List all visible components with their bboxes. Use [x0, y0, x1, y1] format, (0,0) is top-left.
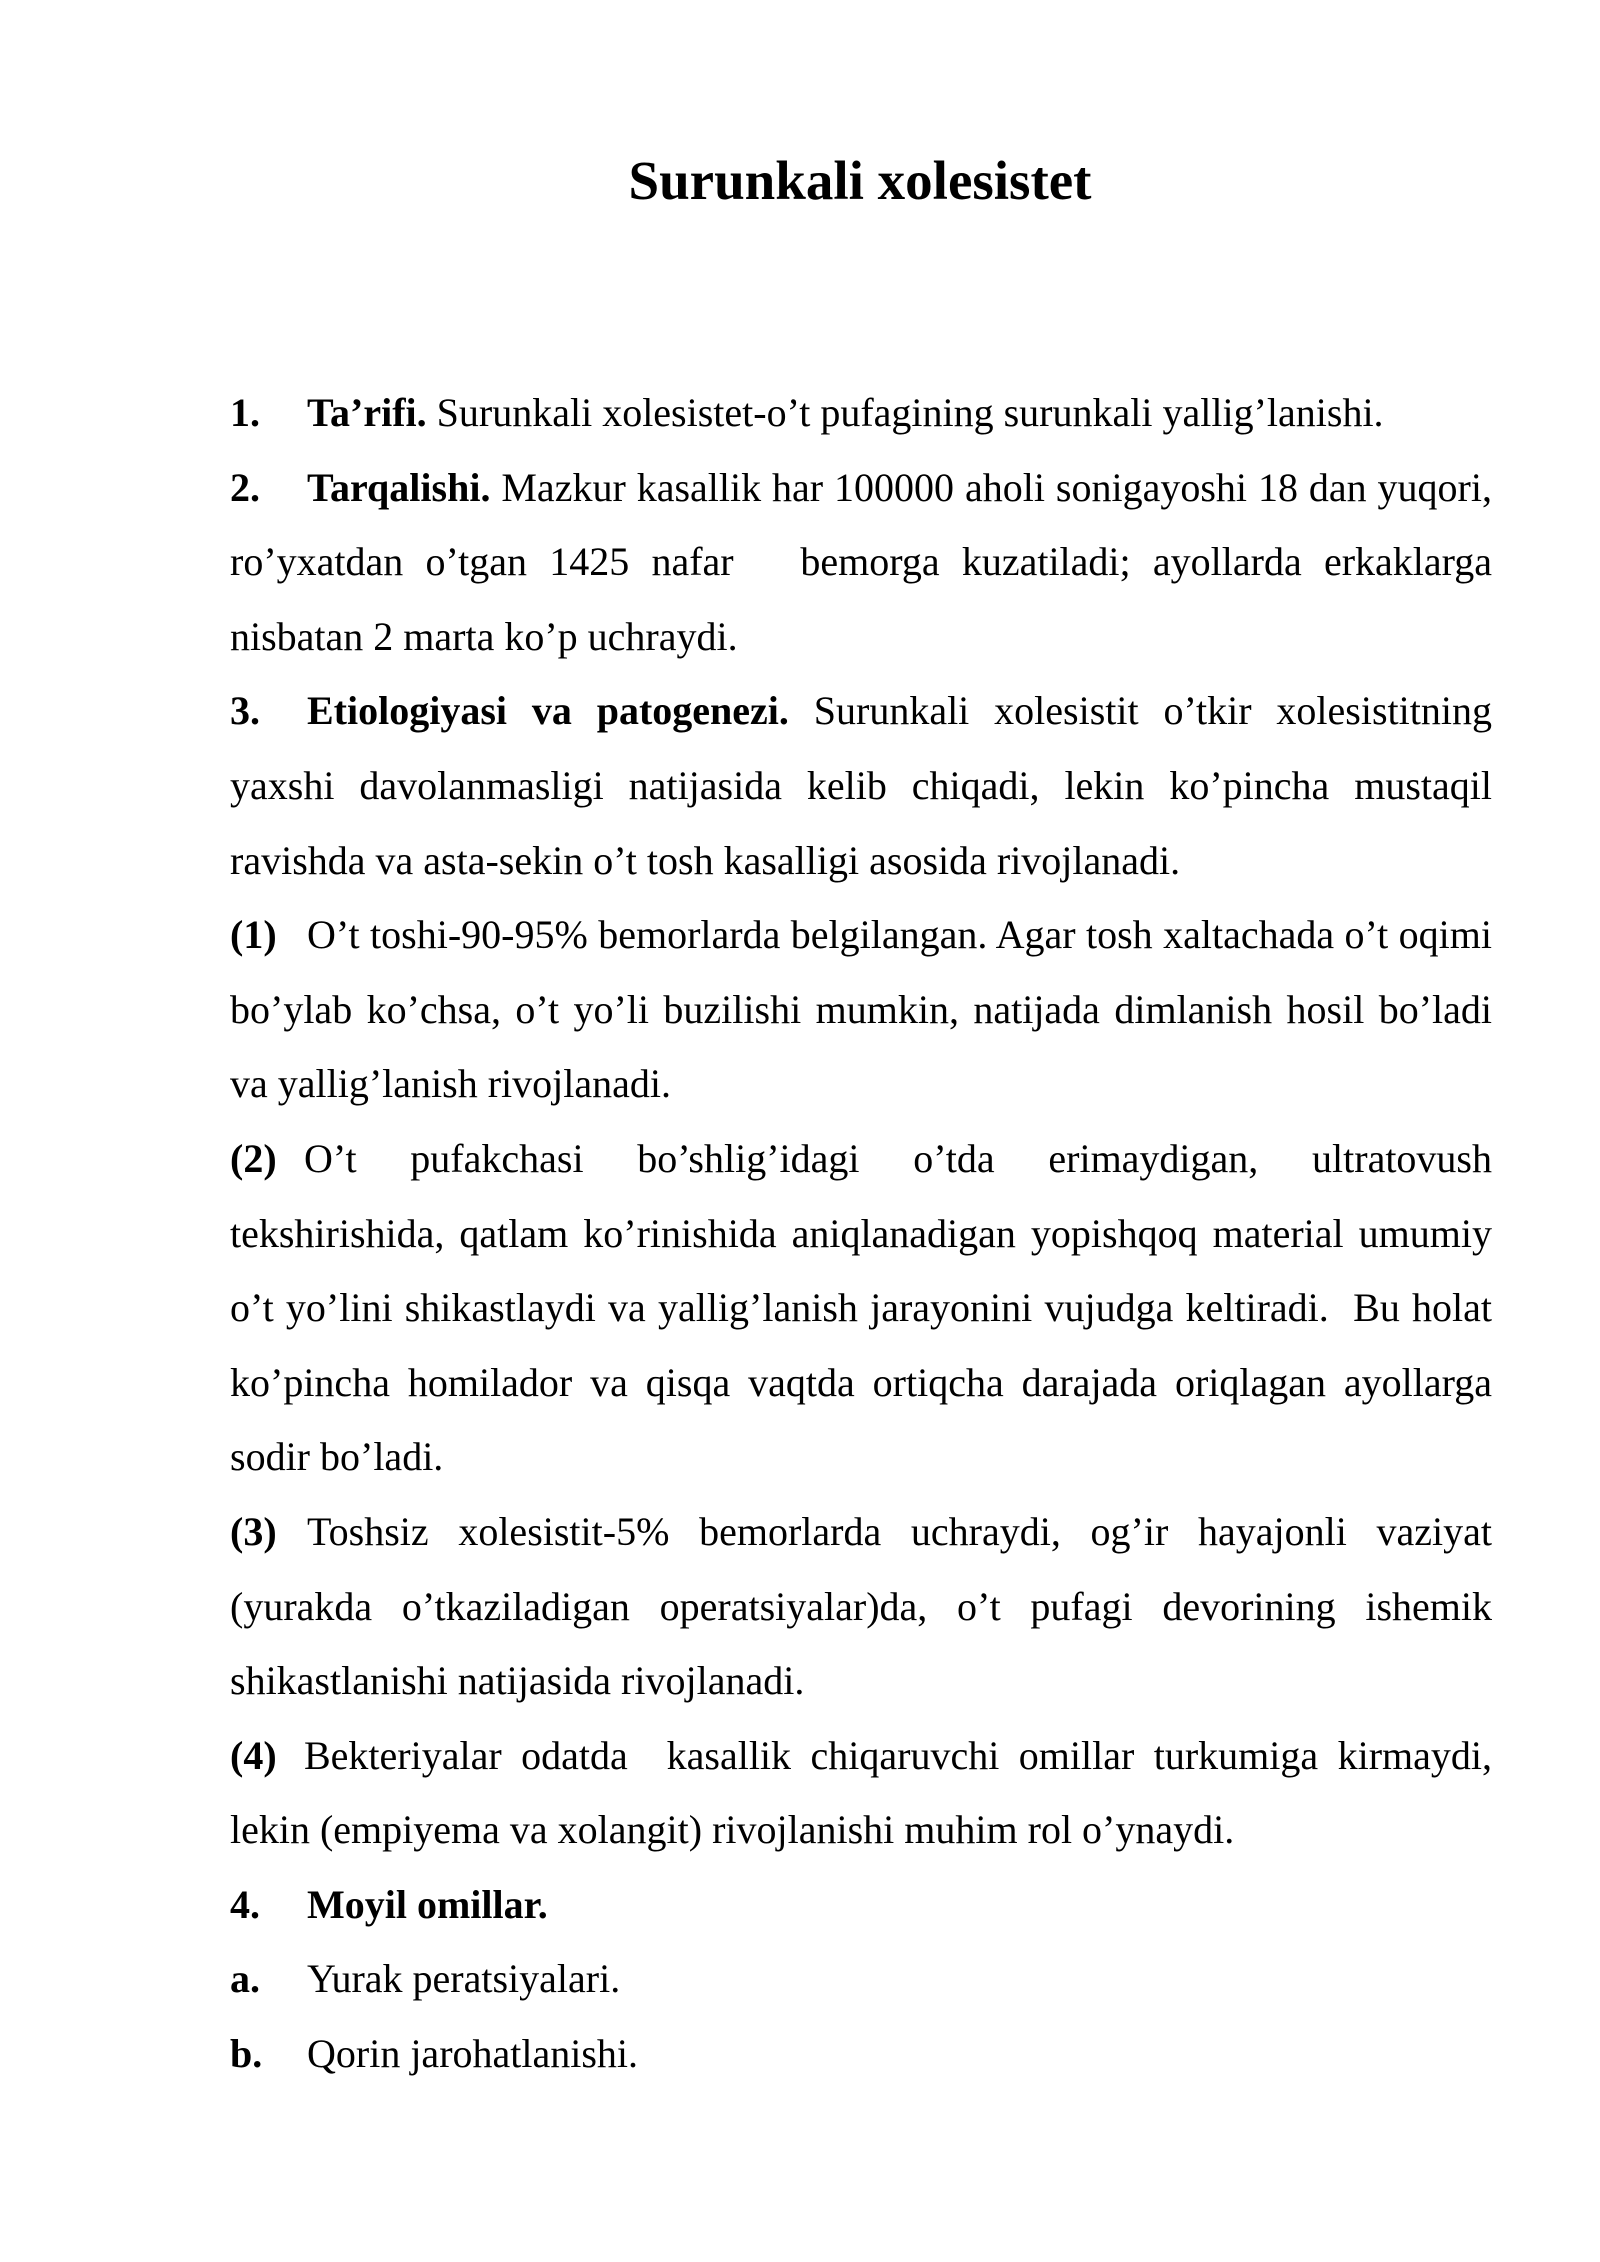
section-etiology: [230, 674, 1492, 898]
section-heading: Ta’rifi.: [307, 390, 427, 435]
cause-text: O’t toshi-90-95% bemorlarda belgilangan. Agar tosh xaltachada o’t oqimi bo’ylab ko’chsa, o’t yo’li buzilishi mumkin, natijada dimlanish hosil bo’ladi va yallig’lanish rivojlanadi.: [230, 912, 1492, 1107]
section-definition: [230, 376, 1492, 451]
document-title: Surunkali xolesistet: [628, 150, 1092, 211]
section-risk-factors: [230, 1868, 1492, 1943]
section-text: Surunkali xolesistit o’tkir xolesistitning yaxshi davolanmasligi natijasida kelib chiqadi, lekin ko’pincha mustaqil ravishda va asta-sekin o’t tosh kasalligi asosida rivojlanadi.: [230, 688, 1492, 883]
cause-item-4: [230, 1719, 1502, 1868]
section-heading: Etiologiyasi va patogenezi.: [307, 688, 789, 734]
cause-item-1: [230, 898, 1492, 1122]
section-heading: Tarqalishi.: [307, 464, 491, 510]
factor-item-b: [230, 2017, 1492, 2092]
factor-item-a: [230, 1942, 1492, 2017]
section-number: 4.: [230, 1881, 260, 1927]
section-text: Mazkur kasallik har 100000 aholi sonigayoshi 18 dan yuqori, ro’yxatdan o’tgan 1425 nafar bemorga kuzatiladi; ayollarda erkaklarga nisbatan 2 marta ko’p uchraydi.: [230, 464, 1502, 659]
cause-item-2: [230, 1122, 1502, 1495]
cause-text: Toshsiz xolesistit-5% bemorlarda uchraydi, og’ir hayajonli vaziyat (yurakda o’tkaziladigan operatsiyalar)da, o’t pufagi devorining ishemik shikastlanishi natijasida rivojlanadi.: [230, 1508, 1492, 1704]
section-text: Surunkali xolesistet-o’t pufagining surunkali yallig’lanishi.: [426, 390, 1384, 435]
section-heading: Moyil omillar.: [307, 1881, 548, 1927]
cause-number: (2): [230, 1135, 277, 1181]
cause-number: (1): [230, 912, 277, 958]
section-number: 1.: [230, 390, 260, 435]
cause-text: O’t pufakchasi bo’shlig’idagi o’tda erimaydigan, ultratovush tekshirishida, qatlam ko’rinishida aniqlanadigan yopishqoq material umumiy o’t yo’lini shikastlaydi va yallig’lanish jarayonini vujudga keltiradi. Bu holat ko’pincha homilador va qisqa vaqtda ortiqcha darajada oriqlagan ayollarga sodir bo’ladi.: [230, 1135, 1502, 1480]
factor-text: Qorin jarohatlanishi.: [307, 2031, 639, 2077]
section-prevalence: [230, 451, 1502, 675]
factor-letter: a.: [230, 1956, 260, 2002]
cause-number: (4): [230, 1732, 277, 1778]
factor-letter: b.: [230, 2031, 263, 2077]
section-number: 2.: [230, 464, 260, 510]
cause-number: (3): [230, 1508, 277, 1554]
section-number: 3.: [230, 688, 260, 734]
cause-text: Bekteriyalar odatda kasallik chiqaruvchi omillar turkumiga kirmaydi, lekin (empiyema va xolangit) rivojlanishi muhim rol o’ynaydi.: [230, 1732, 1502, 1853]
factor-text: Yurak peratsiyalari.: [307, 1956, 621, 2002]
document-body: [230, 376, 1502, 2092]
cause-item-3: [230, 1495, 1492, 1719]
